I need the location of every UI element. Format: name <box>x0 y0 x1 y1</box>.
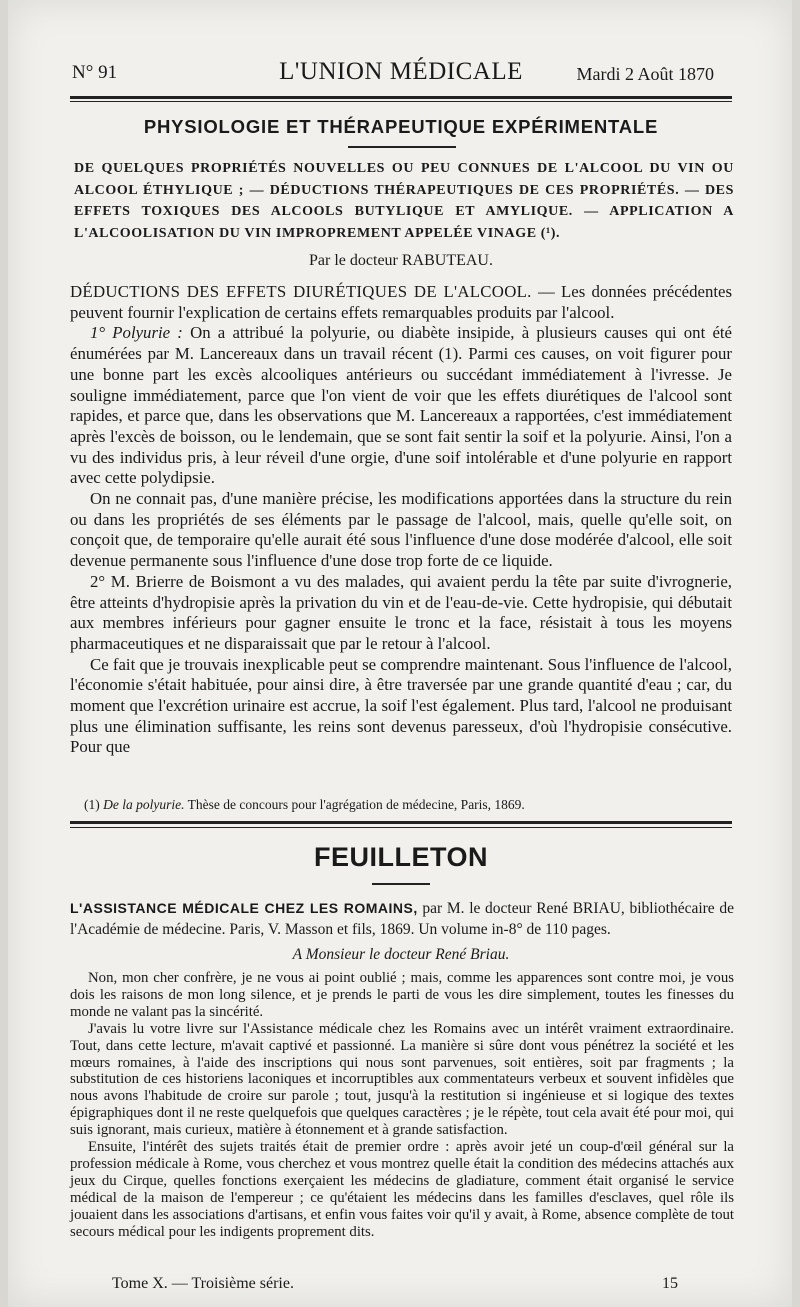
footnote-title: De la polyurie. <box>103 797 185 812</box>
page-header <box>70 58 732 92</box>
article-paragraph <box>70 282 732 323</box>
footnote-text: Thèse de concours pour l'agrégation de médecine, Paris, 1869. <box>184 797 525 812</box>
feuilleton-body <box>70 970 734 1241</box>
feuilleton-dedication: A Monsieur le docteur René Briau. <box>292 946 510 963</box>
paragraph-lead: 1° Polyurie : <box>90 323 183 343</box>
section-title: PHYSIOLOGIE ET THÉRAPEUTIQUE EXPÉRIMENTALE <box>143 116 659 137</box>
feuilleton-intro <box>70 898 734 940</box>
feuilleton-rule-thin <box>70 827 732 828</box>
article-title: DE QUELQUES PROPRIÉTÉS NOUVELLES OU PEU CONNUES DE L'ALCOOL DU VIN OU ALCOOL ÉTHYLIQUE ; — DÉDUCTIONS THÉRAPEUTIQUES DE CES PROPRIÉTÉS. — DES EFFETS TOXIQUES DES ALCOOLS BUTYLIQUE ET AMYLIQUE. — APPLICATION A L'ALCOOLISATION DU VIN IMPROPREMENT APPELÉE VINAGE (¹). <box>74 161 734 241</box>
article-paragraph <box>70 572 732 655</box>
feuilleton-rule-thick <box>70 821 732 824</box>
section-divider <box>348 146 456 148</box>
volume-label: Tome X. — Troisième série. <box>112 1275 294 1292</box>
issue-date: Mardi 2 Août 1870 <box>576 64 714 84</box>
article-paragraph <box>70 655 732 759</box>
footnote-marker: (1) <box>84 797 100 812</box>
paragraph-text: — Les données précédentes peuvent fournir l'explication de certains effets remarquables produits par l'alcool. <box>70 282 732 322</box>
article-byline: Par le docteur RABUTEAU. <box>309 252 493 269</box>
issue-number: N° 91 <box>72 62 118 83</box>
article-paragraph <box>70 489 732 572</box>
header-rule-thin <box>70 101 732 102</box>
feuilleton-paragraph: Non, mon cher confrère, je ne vous ai point oublié ; mais, comme les apparences sont contre moi, je vous dois les raisons de mon long silence, et je prends le parti de vous les dire simplement, toutes les finesses du monde ne valant pas la sincérité. <box>70 970 734 1020</box>
header-rule-thick <box>70 96 732 99</box>
newspaper-page <box>8 0 792 1307</box>
article-paragraph <box>70 323 732 489</box>
paragraph-lead: DÉDUCTIONS DES EFFETS DIURÉTIQUES DE L'ALCOOL. <box>70 282 532 301</box>
paragraph-text: On ne connait pas, d'une manière précise, les modifications apportées dans la structure du rein ou dans les propriétés de ses éléments par le passage de l'alcool, mais, quelle qu'elle soit, on conçoit que, de temporaire qu'elle aurait été sous l'influence d'une dose modérée d'alcool, elle soit devenue permanente sous l'influence d'une dose trop forte de ce liquide. <box>70 489 732 571</box>
journal-title: L'UNION MÉDICALE <box>279 58 523 85</box>
paragraph-lead: 2° <box>90 571 106 591</box>
article-footnote <box>84 797 724 813</box>
article-body <box>70 282 732 758</box>
feuilleton-book-details: par M. le docteur René BRIAU, bibliothécaire de l'Académie de médecine. Paris, V. Masson et fils, 1869. Un volume in-8° de 110 pages. <box>70 900 734 938</box>
feuilleton-title: FEUILLETON <box>313 842 488 872</box>
feuilleton-paragraph: Ensuite, l'intérêt des sujets traités était de premier ordre : après avoir jeté un coup-d'œil général sur la profession médicale à Rome, vous cherchez et vous montrez quelle était la condition des médecins attachés aux jeux du Cirque, quelles fonctions exerçaient les médecins de gladiature, comment était organisé le service médical de la maison de l'empereur ; ce qu'étaient les médecins dans les familles d'esclaves, quel rôle ils jouaient dans les associations d'artisans, et enfin vous faites voir qu'il y avait, à Rome, absence complète de tout secours médical pour les indigents proprement dits. <box>70 1139 734 1240</box>
paragraph-text: M. Brierre de Boismont a vu des malades, qui avaient perdu la tête par suite d'ivrognerie, être atteints d'hydropisie après la privation du vin et de l'eau-de-vie. Cette hydropisie, qui débutait aux membres inférieurs pour gagner ensuite le tronc et la face, résistait à tous les moyens pharmaceutiques et ne disparaissait que par le retour à l'alcool. <box>70 571 732 653</box>
feuilleton-divider <box>372 883 430 885</box>
feuilleton-paragraph: J'avais lu votre livre sur l'Assistance médicale chez les Romains avec un intérêt vraiment extraordinaire. Tout, dans cette lecture, m'avait captivé et passionné. La manière si sûre dont vous pénétrez la société et les mœurs romaines, à l'aide des inscriptions qui nous sont parvenues, soit entières, soit par fragments ; la substitution de ces historiens laconiques et incorruptibles aux commentateurs verbeux et souvent infidèles que nous avons l'habitude de croire sur parole ; tout, jusqu'à la restitution si ingénieuse et si logique des textes épigraphiques dont il ne reste quelquefois que quelques caractères ; je le répète, tout cela avait été pour moi, qui suis ignorant, mais curieux, matière à étonnement et à grande satisfaction. <box>70 1020 734 1139</box>
signature-mark: 15 <box>662 1275 678 1292</box>
paragraph-text: Ce fait que je trouvais inexplicable peut se comprendre maintenant. Sous l'influence de l'alcool, l'économie s'était habituée, pour ainsi dire, à être traversée par une grande quantité d'eau ; car, du moment que l'excrétion urinaire est accrue, la soif l'est également. Plus tard, l'alcool ne produisant plus une élimination suffisante, les reins sont devenus paresseux, d'où l'hydropisie consécutive. Pour que <box>70 654 732 757</box>
feuilleton-book-title: L'ASSISTANCE MÉDICALE CHEZ LES ROMAINS, <box>70 900 418 916</box>
paragraph-text: On a attribué la polyurie, ou diabète insipide, à plusieurs causes qui ont été énumérées par M. Lancereaux dans un travail récent (1). Parmi ces causes, on voit figurer pour une bonne part les excès alcooliques antérieurs ou succédant immédiatement à l'ivresse. Je souligne immédiatement, parce que l'on vient de voir que les effets diurétiques de l'alcool sont rapides, et parce que, dans les observations que M. Lancereaux a rapportées, c'est immédiatement après l'excès de boisson, ou le lendemain, que se sont fait sentir la soif et la polyurie. Ainsi, l'on a vu des individus pris, à leur réveil d'une orgie, d'une soif intolérable et d'une polyurie en rapport avec cette polydipsie. <box>70 323 732 488</box>
